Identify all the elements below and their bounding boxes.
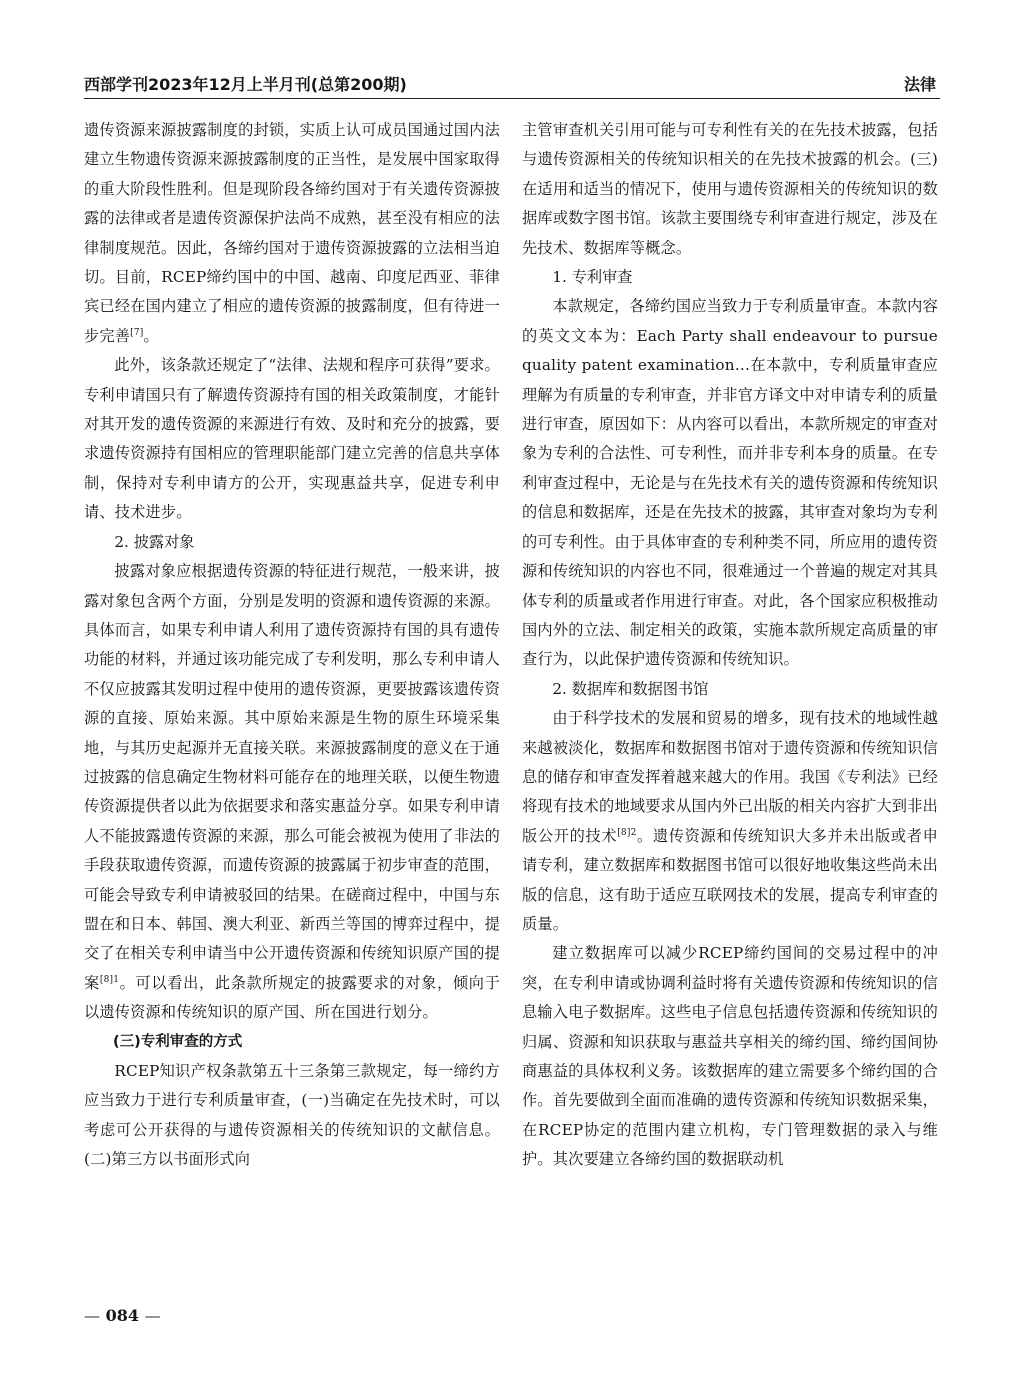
paragraph-text: 本款规定，各缔约国应当致力于专利质量审查。本款内容的英文文本为：Each Party shall endeavour to pursue quality patent examination…在本款中，专利质量审查应理解为有质量的专利审查，并非官方译文中对申请专利的质量进行审查，原因如下：从内容可以看出，本款所规定的审查对象为专利的合法性、可专利性，而并非专利本身的质量。在专利审查过程中，无论是与在先技术有关的遗传资源和传统知识的信息和数据库，还是在先技术的披露，其审查对象均为专利的可专利性。由于具体审查的专利种类不同，所应用的遗传资源和传统知识的内容也不同，很难通过一个普遍的规定对其具体专利的质量或者作用进行审查。对此，各个国家应积极推动国内外的立法、制定相关的政策，实施本款所规定高质量的审查行为，以此保护遗传资源和传统知识。 bbox=[522, 297, 938, 669]
footer-dash-right: — bbox=[144, 1306, 161, 1325]
section-heading bbox=[84, 1028, 500, 1057]
paragraph-text: RCEP知识产权条款第五十三条第三款规定，每一缔约方应当致力于进行专利质量审查，(一)当确定在先技术时，可以考虑可公开获得的与遗传资源相关的传统知识的文献信息。(二)第三方以书面形式向 bbox=[84, 1062, 500, 1169]
body-paragraph bbox=[84, 351, 500, 527]
paragraph-text: 披露对象应根据遗传资源的特征进行规范，一般来讲，披露对象包含两个方面，分别是发明的资源和遗传资源的来源。具体而言，如果专利申请人利用了遗传资源持有国的具有遗传功能的材料，并通过该功能完成了专利发明，那么专利申请人不仅应披露其发明过程中使用的遗传资源，更要披露该遗传资源的直接、原始来源。其中原始来源是生物的原生环境采集地，与其历史起源并无直接关联。来源披露制度的意义在于通过披露的信息确定生物材料可能存在的地理关联，以便生物遗传资源提供者以此为依据要求和落实惠益分享。如果专利申请人不能披露遗传资源的来源，那么可能会被视为使用了非法的手段获取遗传资源，而遗传资源的披露属于初步审查的范围，可能会导致专利申请被驳回的结果。在磋商过程中，中国与东盟在和日本、韩国、澳大利亚、新西兰等国的博弈过程中，提交了在相关专利申请当中公开遗传资源和传统知识原产国的提案 bbox=[84, 562, 500, 992]
section-heading bbox=[522, 263, 938, 292]
paragraph-tail: 。可以看出，此条款所规定的披露要求的对象，倾向于以遗传资源和传统知识的原产国、所在国进行划分。 bbox=[84, 973, 500, 1022]
body-paragraph bbox=[522, 116, 938, 263]
body-paragraph bbox=[84, 1057, 500, 1175]
paragraph-tail: 。遗传资源和传统知识大多并未出版或者申请专利，建立数据库和数据图书馆可以很好地收集这些尚未出版的信息，这有助于适应互联网技术的发展，提高专利审查的质量。 bbox=[522, 826, 938, 933]
citation-marker: [8]2 bbox=[617, 827, 637, 838]
header-rule bbox=[84, 98, 940, 99]
paragraph-text: 1. 专利审查 bbox=[552, 268, 633, 287]
page-header bbox=[84, 70, 940, 104]
right-column bbox=[522, 116, 938, 1175]
journal-title: 西部学刊2023年12月上半月刊(总第200期) bbox=[84, 75, 407, 94]
section-heading bbox=[522, 675, 938, 704]
page-number: 084 bbox=[105, 1306, 139, 1325]
paragraph-text: 此外，该条款还规定了“法律、法规和程序可获得”要求。专利申请国只有了解遗传资源持有国的相关政策制度，才能针对其开发的遗传资源的来源进行有效、及时和充分的披露，要求遗传资源持有国相应的管理职能部门建立完善的信息共享体制，保持对专利申请方的公开，实现惠益共享，促进专利申请、技术进步。 bbox=[84, 356, 500, 522]
paragraph-text: (三)专利审查的方式 bbox=[113, 1033, 243, 1050]
body-paragraph bbox=[84, 557, 500, 1028]
body-paragraph bbox=[522, 704, 938, 939]
paragraph-text: 遗传资源来源披露制度的封锁，实质上认可成员国通过国内法建立生物遗传资源来源披露制度的正当性，是发展中国家取得的重大阶段性胜利。但是现阶段各缔约国对于有关遗传资源披露的法律或者是遗传资源保护法尚不成熟，甚至没有相应的法律制度规范。因此，各缔约国对于遗传资源披露的立法相当迫切。目前，RCEP缔约国中的中国、越南、印度尼西亚、菲律宾已经在国内建立了相应的遗传资源的披露制度，但有待进一步完善 bbox=[84, 121, 500, 345]
body-paragraph bbox=[84, 116, 500, 351]
paragraph-text: 建立数据库可以减少RCEP缔约国间的交易过程中的冲突，在专利申请或协调利益时将有关遗传资源和传统知识的信息输入电子数据库。这些电子信息包括遗传资源和传统知识的归属、资源和知识获取与惠益共享相关的缔约国、缔约国间协商惠益的具体权利义务。该数据库的建立需要多个缔约国的合作。首先要做到全面而准确的遗传资源和传统知识数据采集，在RCEP协定的范围内建立机构，专门管理数据的录入与维护。其次要建立各缔约国的数据联动机 bbox=[522, 944, 938, 1169]
left-column bbox=[84, 116, 500, 1175]
paragraph-text: 2. 披露对象 bbox=[114, 532, 195, 551]
page-footer bbox=[84, 1306, 161, 1325]
paragraph-text: 2. 数据库和数据图书馆 bbox=[552, 679, 709, 698]
footer-dash-left: — bbox=[84, 1306, 100, 1325]
paragraph-tail: 。 bbox=[143, 326, 159, 345]
section-heading bbox=[84, 528, 500, 557]
section-label: 法律 bbox=[903, 75, 936, 94]
citation-marker: [8]1 bbox=[99, 974, 120, 985]
paragraph-text: 由于科学技术的发展和贸易的增多，现有技术的地域性越来越被淡化，数据库和数据图书馆对于遗传资源和传统知识信息的储存和审查发挥着越来越大的作用。我国《专利法》已经将现有技术的地域要求从国内外已出版的相关内容扩大到非出版公开的技术 bbox=[522, 709, 938, 845]
paragraph-text: 主管审查机关引用可能与可专利性有关的在先技术披露，包括与遗传资源相关的传统知识相关的在先技术披露的机会。(三)在适用和适当的情况下，使用与遗传资源相关的传统知识的数据库或数字图书馆。该款主要围绕专利审查进行规定，涉及在先技术、数据库等概念。 bbox=[522, 121, 938, 257]
body-paragraph bbox=[522, 939, 938, 1174]
body-paragraph bbox=[522, 292, 938, 674]
citation-marker: [7] bbox=[130, 327, 144, 338]
